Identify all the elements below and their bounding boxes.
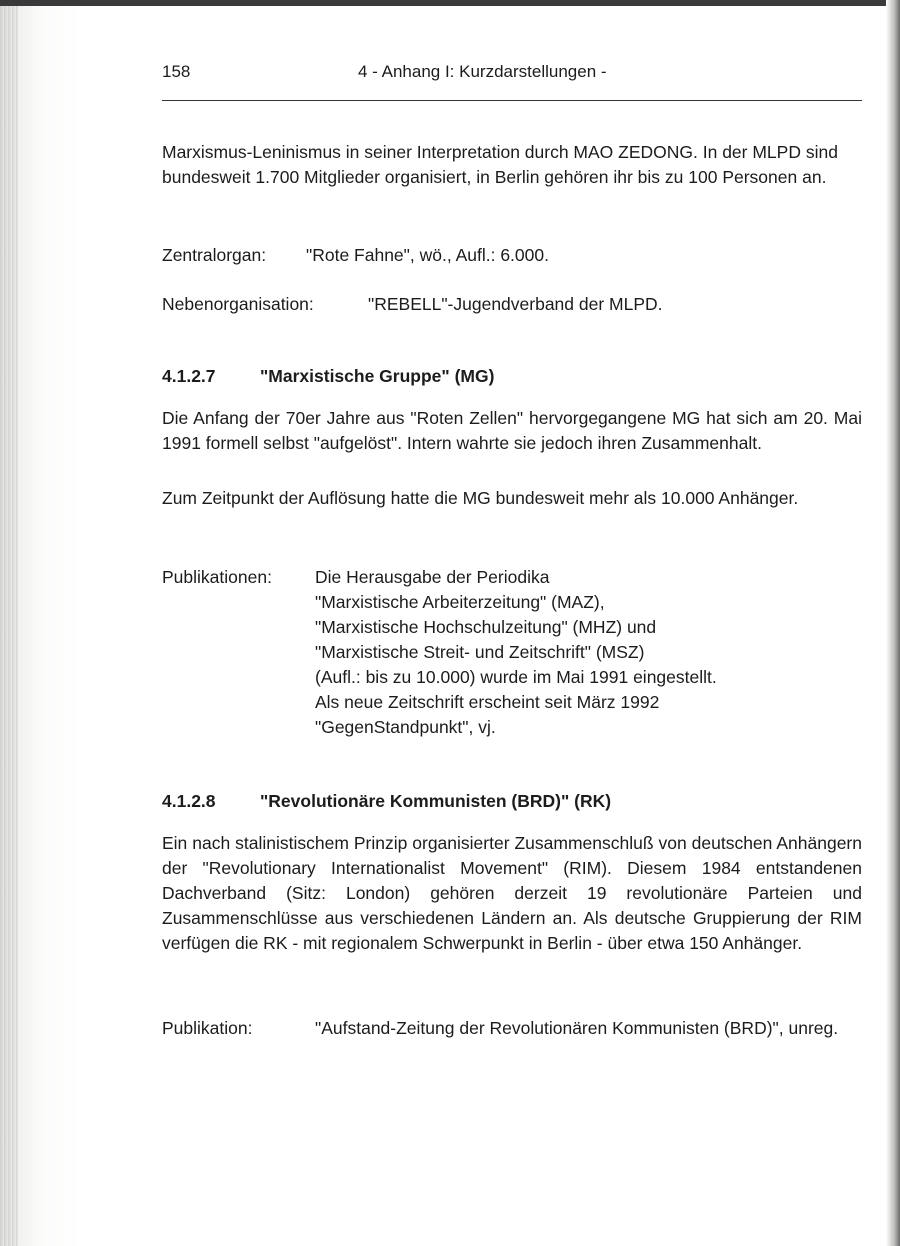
section-title: "Revolutionäre Kommunisten (BRD)" (RK) bbox=[260, 791, 612, 811]
nebenorganisation-label: Nebenorganisation: bbox=[162, 294, 314, 314]
rk-paragraph bbox=[162, 831, 862, 956]
mg-paragraph-2-text: Zum Zeitpunkt der Auflösung hatte die MG bundesweit mehr als 10.000 Anhänger. bbox=[162, 488, 799, 508]
intro-paragraph-text: Marxismus-Leninismus in seiner Interpretation durch MAO ZEDONG. In der MLPD sind bundesweit 1.700 Mitglieder organisiert, in Berlin gehören ihr bis zu 100 Personen an. bbox=[162, 142, 838, 187]
mg-paragraph-1-text: Die Anfang der 70er Jahre aus "Roten Zellen" hervorgegangene MG hat sich am 20. Mai 1991 formell selbst "aufgelöst". Intern wahrte sie jedoch ihren Zusammenhalt. bbox=[162, 408, 862, 453]
section-number: 4.1.2.7 bbox=[162, 366, 216, 386]
section-title: "Marxistische Gruppe" (MG) bbox=[260, 366, 495, 386]
mg-paragraph-2 bbox=[162, 486, 862, 511]
publications-line: "Marxistische Arbeiterzeitung" (MAZ), bbox=[315, 592, 605, 612]
publications-line: "GegenStandpunkt", vj. bbox=[315, 717, 496, 737]
header-rule bbox=[162, 100, 862, 101]
zentralorgan-label: Zentralorgan: bbox=[162, 245, 267, 265]
publications-line: (Aufl.: bis zu 10.000) wurde im Mai 1991 eingestellt. bbox=[315, 667, 717, 687]
rk-paragraph-text: Ein nach stalinistischem Prinzip organisierter Zusammenschluß von deutschen Anhängern der "Revolutionary Internationalist Movement" (RIM). Diesem 1984 entstandenen Dachverband (Sitz: London) gehören derzeit 19 revolutionäre Parteien und Zusammenschlüsse aus verschiedenen Ländern an. Als deutsche Gruppierung der RIM verfügen die RK - mit regionalem Schwerpunkt in Berlin - über etwa 150 Anhänger. bbox=[162, 833, 862, 953]
page-number: 158 bbox=[162, 62, 191, 81]
publications-line: Die Herausgabe der Periodika bbox=[315, 567, 550, 587]
publications-line: Als neue Zeitschrift erscheint seit März 1992 bbox=[315, 692, 660, 712]
running-title: 4 - Anhang I: Kurzdarstellungen - bbox=[358, 62, 607, 81]
mg-paragraph-1 bbox=[162, 406, 862, 456]
intro-paragraph bbox=[162, 140, 862, 190]
publications-line: "Marxistische Hochschulzeitung" (MHZ) und bbox=[315, 617, 657, 637]
publications-label: Publikationen: bbox=[162, 567, 272, 587]
book-binding-edge bbox=[0, 6, 18, 1246]
nebenorganisation-value: "REBELL"-Jugendverband der MLPD. bbox=[368, 294, 663, 314]
publications-line: "Marxistische Streit- und Zeitschrift" (MSZ) bbox=[315, 642, 645, 662]
publication-label: Publikation: bbox=[162, 1018, 253, 1038]
scan-top-edge bbox=[0, 0, 900, 6]
publications-list bbox=[315, 565, 862, 740]
page-right-shadow bbox=[886, 0, 900, 1246]
section-number: 4.1.2.8 bbox=[162, 791, 216, 811]
publication-value: "Aufstand-Zeitung der Revolutionären Kommunisten (BRD)", unreg. bbox=[315, 1018, 839, 1038]
zentralorgan-value: "Rote Fahne", wö., Aufl.: 6.000. bbox=[306, 245, 549, 265]
page-header bbox=[162, 62, 862, 86]
